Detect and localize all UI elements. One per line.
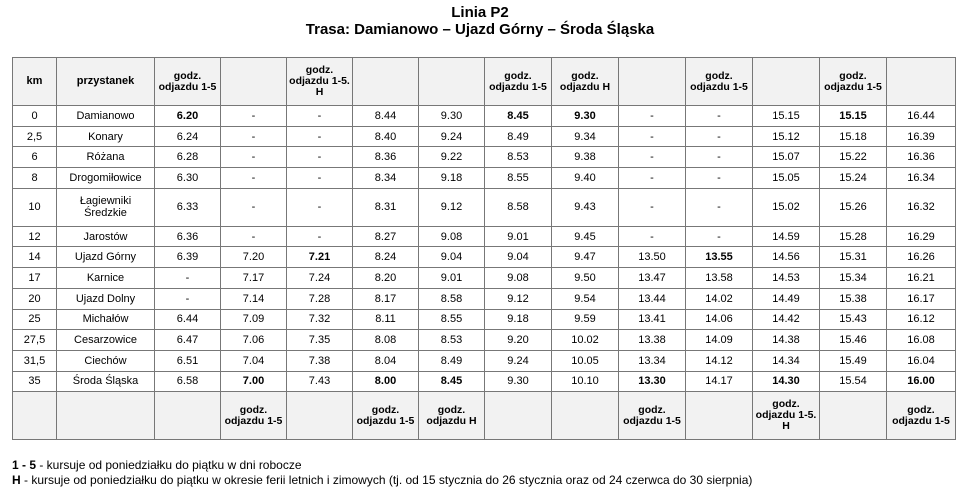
column-footer: godz. odjazdu 1-5 [221,392,287,440]
time-cell: - [619,168,686,189]
line-title: Linia P2 [451,4,509,21]
time-cell: 9.43 [552,188,619,226]
time-cell: 7.24 [287,268,353,289]
time-cell: 9.20 [485,330,552,351]
time-cell: 9.18 [419,168,485,189]
time-cell: - [287,168,353,189]
time-cell: 14.30 [753,371,820,392]
time-cell: 9.12 [485,288,552,309]
stop-cell: Ujazd Dolny [57,288,155,309]
time-cell: - [221,168,287,189]
km-cell: 25 [13,309,57,330]
time-cell: 8.34 [353,168,419,189]
time-cell: 14.59 [753,226,820,247]
time-cell: 15.49 [820,350,887,371]
time-cell: 14.53 [753,268,820,289]
time-cell: 15.26 [820,188,887,226]
column-footer [686,392,753,440]
time-cell: 16.39 [887,126,956,147]
time-cell: 9.54 [552,288,619,309]
stop-cell: Ujazd Górny [57,247,155,268]
time-cell: 15.54 [820,371,887,392]
table-row [13,330,956,351]
time-cell: 15.46 [820,330,887,351]
time-cell: 14.02 [686,288,753,309]
table-row [13,309,956,330]
time-cell: 8.11 [353,309,419,330]
table-row [13,268,956,289]
time-cell: 13.47 [619,268,686,289]
time-cell: 9.04 [419,247,485,268]
time-cell: 7.00 [221,371,287,392]
km-cell: 35 [13,371,57,392]
table-row [13,168,956,189]
time-cell: 9.50 [552,268,619,289]
stop-cell: Konary [57,126,155,147]
time-cell: - [155,268,221,289]
stop-cell: Drogomiłowice [57,168,155,189]
time-cell: 10.05 [552,350,619,371]
header-row [13,58,956,106]
column-footer: godz. odjazdu 1-5. H [753,392,820,440]
stop-cell: Jarostów [57,226,155,247]
time-cell: - [287,106,353,127]
time-cell: - [221,106,287,127]
time-cell: 9.01 [419,268,485,289]
column-footer [155,392,221,440]
time-cell: 16.36 [887,147,956,168]
time-cell: 15.18 [820,126,887,147]
time-cell: - [221,147,287,168]
km-header: km [13,58,57,106]
time-cell: 8.49 [485,126,552,147]
time-cell: 9.38 [552,147,619,168]
time-cell: 9.01 [485,226,552,247]
time-cell: 15.31 [820,247,887,268]
column-header: godz. odjazdu 1-5 [686,58,753,106]
stop-cell: Michałów [57,309,155,330]
stop-cell: Karnice [57,268,155,289]
table-row [13,188,956,226]
legend-item [12,458,752,473]
time-cell: 9.30 [419,106,485,127]
column-header [887,58,956,106]
time-cell: 13.50 [619,247,686,268]
table-row [13,226,956,247]
time-cell: 13.44 [619,288,686,309]
time-cell: 15.38 [820,288,887,309]
time-cell: - [686,126,753,147]
stop-cell: Różana [57,147,155,168]
time-cell: 8.24 [353,247,419,268]
table-row [13,247,956,268]
time-cell: 10.10 [552,371,619,392]
time-cell: - [686,226,753,247]
time-cell: - [287,147,353,168]
km-cell: 8 [13,168,57,189]
time-cell: 15.34 [820,268,887,289]
time-cell: 14.56 [753,247,820,268]
footer-empty-stop [57,392,155,440]
time-cell: - [287,226,353,247]
time-cell: 14.09 [686,330,753,351]
time-cell: 8.08 [353,330,419,351]
time-cell: 8.45 [485,106,552,127]
column-header [353,58,419,106]
km-cell: 17 [13,268,57,289]
time-cell: 16.17 [887,288,956,309]
time-cell: 7.21 [287,247,353,268]
time-cell: 9.30 [485,371,552,392]
route-title: Trasa: Damianowo – Ujazd Górny – Środa Śląska [305,21,655,38]
legend-item [12,473,752,488]
legend-code: 1 - 5 [12,458,37,472]
time-cell: 8.58 [485,188,552,226]
time-cell: 6.20 [155,106,221,127]
table-row [13,371,956,392]
column-footer: godz. odjazdu 1-5 [887,392,956,440]
table-row [13,106,956,127]
time-cell: 9.22 [419,147,485,168]
km-cell: 2,5 [13,126,57,147]
time-cell: 7.43 [287,371,353,392]
time-cell: 8.49 [419,350,485,371]
column-footer: godz. odjazdu H [419,392,485,440]
time-cell: 9.24 [419,126,485,147]
time-cell: 9.08 [485,268,552,289]
time-cell: 6.28 [155,147,221,168]
time-cell: 7.35 [287,330,353,351]
time-cell: 6.47 [155,330,221,351]
time-cell: 16.34 [887,168,956,189]
time-cell: - [619,188,686,226]
time-cell: 13.38 [619,330,686,351]
time-cell: 13.55 [686,247,753,268]
time-cell: 6.44 [155,309,221,330]
legend-text: - kursuje od poniedziałku do piątku w okresie ferii letnich i zimowych (tj. od 15 stycznia do 26 stycznia oraz od 24 czerwca do 30 sierpnia) [20,473,753,487]
time-cell: 7.09 [221,309,287,330]
time-cell: - [155,288,221,309]
time-cell: 14.06 [686,309,753,330]
time-cell: - [619,106,686,127]
time-cell: 10.02 [552,330,619,351]
time-cell: 16.04 [887,350,956,371]
time-cell: 6.33 [155,188,221,226]
table-row [13,350,956,371]
time-cell: 7.06 [221,330,287,351]
time-cell: 7.28 [287,288,353,309]
time-cell: 8.58 [419,288,485,309]
time-cell: 8.45 [419,371,485,392]
time-cell: 7.17 [221,268,287,289]
timetable-page [0,4,960,487]
column-header: godz. odjazdu H [552,58,619,106]
time-cell: 8.53 [485,147,552,168]
time-cell: 8.55 [419,309,485,330]
time-cell: 15.15 [820,106,887,127]
footer-empty-km [13,392,57,440]
column-footer [287,392,353,440]
time-cell: - [686,147,753,168]
time-cell: 8.55 [485,168,552,189]
legend [12,458,752,488]
km-cell: 10 [13,188,57,226]
km-cell: 31,5 [13,350,57,371]
stop-cell: Środa Śląska [57,371,155,392]
time-cell: 8.53 [419,330,485,351]
column-footer: godz. odjazdu 1-5 [353,392,419,440]
km-cell: 6 [13,147,57,168]
table-row [13,288,956,309]
time-cell: 9.12 [419,188,485,226]
time-cell: 15.22 [820,147,887,168]
time-cell: 9.34 [552,126,619,147]
time-cell: 13.58 [686,268,753,289]
stop-header: przystanek [57,58,155,106]
time-cell: 8.17 [353,288,419,309]
legend-code: H [12,473,21,487]
legend-text: - kursuje od poniedziałku do piątku w dni robocze [36,458,302,472]
column-footer: godz. odjazdu 1-5 [619,392,686,440]
time-cell: - [221,188,287,226]
time-cell: 14.38 [753,330,820,351]
time-cell: 15.12 [753,126,820,147]
time-cell: - [619,226,686,247]
time-cell: 6.30 [155,168,221,189]
time-cell: 15.43 [820,309,887,330]
time-cell: 8.31 [353,188,419,226]
column-header [753,58,820,106]
time-cell: 16.00 [887,371,956,392]
time-cell: - [686,168,753,189]
column-footer [820,392,887,440]
time-cell: 6.51 [155,350,221,371]
time-cell: 9.45 [552,226,619,247]
time-cell: 8.44 [353,106,419,127]
time-cell: - [287,126,353,147]
column-footer [552,392,619,440]
time-cell: 8.36 [353,147,419,168]
time-cell: 8.00 [353,371,419,392]
km-cell: 27,5 [13,330,57,351]
time-cell: 16.26 [887,247,956,268]
column-header: godz. odjazdu 1-5 [485,58,552,106]
time-cell: 9.59 [552,309,619,330]
stop-cell: Damianowo [57,106,155,127]
time-cell: 13.41 [619,309,686,330]
time-cell: 16.32 [887,188,956,226]
time-cell: 7.20 [221,247,287,268]
time-cell: 16.44 [887,106,956,127]
km-cell: 12 [13,226,57,247]
km-cell: 20 [13,288,57,309]
time-cell: 15.24 [820,168,887,189]
timetable [12,57,956,440]
time-cell: 14.42 [753,309,820,330]
time-cell: 6.24 [155,126,221,147]
time-cell: 9.04 [485,247,552,268]
time-cell: 9.24 [485,350,552,371]
table-row [13,147,956,168]
time-cell: - [221,126,287,147]
time-cell: 8.27 [353,226,419,247]
time-cell: 14.12 [686,350,753,371]
time-cell: - [619,147,686,168]
km-cell: 0 [13,106,57,127]
time-cell: 16.08 [887,330,956,351]
time-cell: 14.49 [753,288,820,309]
time-cell: 9.47 [552,247,619,268]
time-cell: 8.20 [353,268,419,289]
stop-cell: Ciechów [57,350,155,371]
time-cell: 6.36 [155,226,221,247]
time-cell: 9.30 [552,106,619,127]
time-cell: 13.34 [619,350,686,371]
time-cell: 7.14 [221,288,287,309]
time-cell: 7.04 [221,350,287,371]
time-cell: - [686,106,753,127]
time-cell: 15.05 [753,168,820,189]
table-row [13,126,956,147]
time-cell: 9.08 [419,226,485,247]
column-header: godz. odjazdu 1-5 [155,58,221,106]
time-cell: 8.40 [353,126,419,147]
time-cell: - [287,188,353,226]
column-header [619,58,686,106]
time-cell: - [619,126,686,147]
column-header: godz. odjazdu 1-5. H [287,58,353,106]
time-cell: 15.28 [820,226,887,247]
time-cell: - [686,188,753,226]
stop-cell: Cesarzowice [57,330,155,351]
footer-row [13,392,956,440]
time-cell: 9.18 [485,309,552,330]
column-header [419,58,485,106]
time-cell: 7.38 [287,350,353,371]
time-cell: 16.21 [887,268,956,289]
time-cell: 7.32 [287,309,353,330]
column-footer [485,392,552,440]
time-cell: 6.58 [155,371,221,392]
time-cell: 8.04 [353,350,419,371]
time-cell: 16.29 [887,226,956,247]
time-cell: 6.39 [155,247,221,268]
stop-cell: Łagiewniki Średzkie [57,188,155,226]
time-cell: 9.40 [552,168,619,189]
time-cell: 16.12 [887,309,956,330]
time-cell: 15.07 [753,147,820,168]
time-cell: 15.02 [753,188,820,226]
km-cell: 14 [13,247,57,268]
column-header [221,58,287,106]
time-cell: 14.34 [753,350,820,371]
time-cell: - [221,226,287,247]
time-cell: 14.17 [686,371,753,392]
time-cell: 13.30 [619,371,686,392]
column-header: godz. odjazdu 1-5 [820,58,887,106]
time-cell: 15.15 [753,106,820,127]
